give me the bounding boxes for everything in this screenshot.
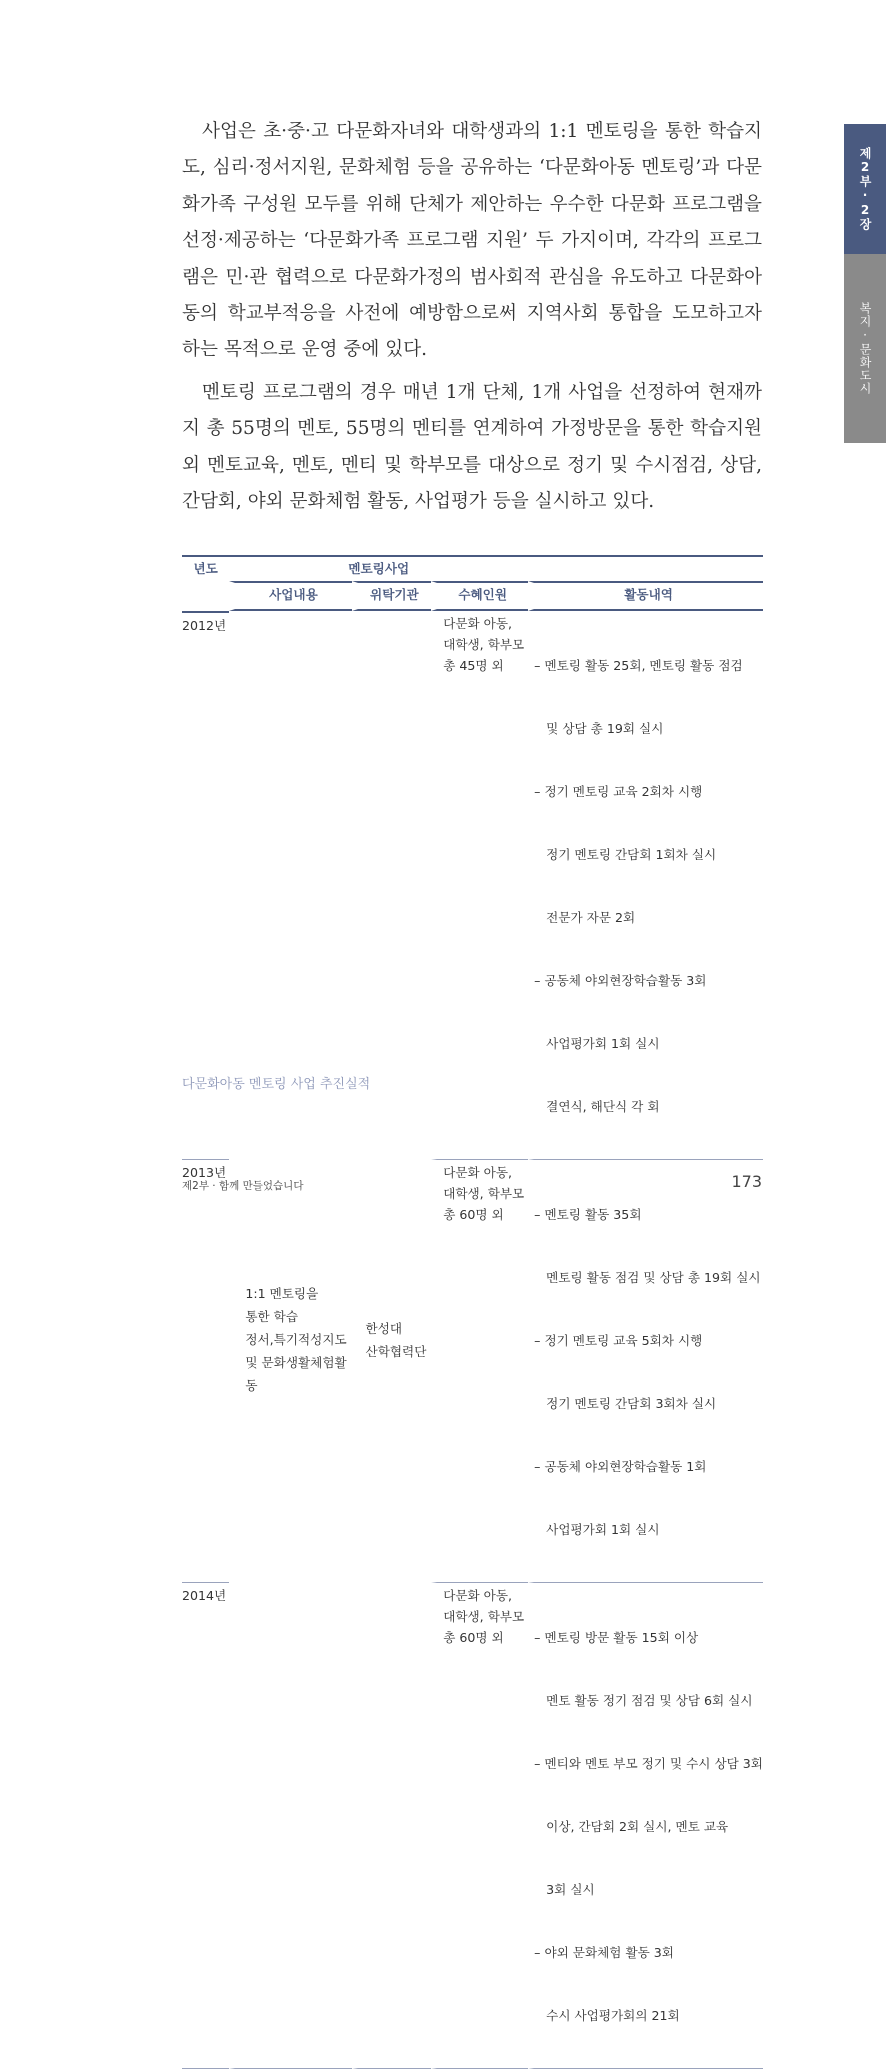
year-cell xyxy=(182,1160,229,1583)
side-tab-section xyxy=(844,254,886,443)
activity-line: – 공동체 야외현장학습활동 1회 xyxy=(534,1459,707,1474)
mentoring-table xyxy=(182,555,763,2069)
beneficiaries-line: 대학생, 학부모 xyxy=(443,637,525,652)
beneficiaries-line: 총 60명 외 xyxy=(443,1207,504,1222)
page-number: 173 xyxy=(731,1172,762,1191)
activity-line: 전문가 자문 2회 xyxy=(534,910,636,925)
agency-line: 한성대 xyxy=(365,1320,403,1336)
activity-line: – 멘토링 활동 25회, 멘토링 활동 점검 xyxy=(534,658,743,673)
activity-line: 사업평가회 1회 실시 xyxy=(534,1522,660,1537)
activity-line: 이상, 간담회 2회 실시, 멘토 교육 xyxy=(534,1819,729,1834)
activity-line: 정기 멘토링 간담회 3회차 실시 xyxy=(534,1396,717,1411)
activity-line: 3회 실시 xyxy=(534,1882,595,1897)
content-line: 통한 학습 xyxy=(245,1309,298,1324)
activity-line: 정기 멘토링 간담회 1회차 실시 xyxy=(534,847,717,862)
content-line: 1:1 멘토링을 xyxy=(245,1286,319,1301)
activity-line: – 멘티와 멘토 부모 정기 및 수시 상담 3회 xyxy=(534,1756,763,1771)
body-text xyxy=(182,114,762,520)
activity-line: – 야외 문화체험 활동 3회 xyxy=(534,1945,674,1960)
activity-line: 멘토 활동 정기 점검 및 상담 6회 실시 xyxy=(534,1693,753,1708)
beneficiaries-cell xyxy=(431,1160,528,1583)
activity-line: – 정기 멘토링 교육 5회차 시행 xyxy=(534,1333,703,1348)
year-label: 2014년 xyxy=(182,1588,227,1603)
year-label: 2012년 xyxy=(182,618,227,633)
beneficiaries-line: 대학생, 학부모 xyxy=(443,1609,525,1624)
header-beneficiaries: 수혜인원 xyxy=(431,581,528,611)
header-group: 멘토링사업 xyxy=(229,555,528,581)
beneficiaries-cell xyxy=(431,1583,528,2069)
side-tab-section-label: 복지·문화도시 xyxy=(858,302,872,395)
beneficiaries-line: 총 60명 외 xyxy=(443,1630,504,1645)
agency-cell xyxy=(352,611,432,2069)
activities-cell xyxy=(528,1583,763,2069)
activity-line: 멘토링 활동 점검 및 상담 총 19회 실시 xyxy=(534,1270,761,1285)
year-cell xyxy=(182,1583,229,2069)
beneficiaries-line: 다문화 아동, xyxy=(443,1588,513,1603)
header-agency: 위탁기관 xyxy=(352,581,432,611)
activity-line: – 공동체 야외현장학습활동 3회 xyxy=(534,973,707,988)
activity-line: 및 상담 총 19회 실시 xyxy=(534,721,664,736)
content-line: 및 문화생활체험활동 xyxy=(245,1355,347,1393)
activity-line: 사업평가회 1회 실시 xyxy=(534,1036,660,1051)
year-label: 2013년 xyxy=(182,1165,227,1180)
activity-line: – 멘토링 방문 활동 15회 이상 xyxy=(534,1630,699,1645)
activity-line: 수시 사업평가회의 21회 xyxy=(534,2008,680,2023)
activities-cell xyxy=(528,1160,763,1583)
beneficiaries-line: 대학생, 학부모 xyxy=(443,1186,525,1201)
activity-line: – 정기 멘토링 교육 2회차 시행 xyxy=(534,784,703,799)
content-line: 정서,특기적성지도 xyxy=(245,1332,347,1347)
side-tab-chapter xyxy=(844,124,886,254)
content-cell xyxy=(229,611,351,2069)
agency-line: 산학협력단 xyxy=(365,1343,427,1359)
beneficiaries-line: 총 45명 외 xyxy=(443,658,504,673)
beneficiaries-line: 다문화 아동, xyxy=(443,1165,513,1180)
beneficiaries-cell xyxy=(431,611,528,1160)
side-tab-chapter-label: 제2부·2장 xyxy=(858,147,872,231)
paragraph-1: 사업은 초·중·고 다문화자녀와 대학생과의 1:1 멘토링을 통한 학습지도, 심리·정서지원, 문화체험 등을 공유하는 ‘다문화아동 멘토링’과 다문화가족 구성원 모두를 위해 단체가 제안하는 우수한 다문화 프로그램을 선정·제공하는 ‘다문화가족 프로그램 지원’ 두 가지이며, 각각의 프로그램은 민·관 협력으로 다문화가정의 범사회적 관심을 유도하고 다문화아동의 학교부적응을 사전에 예방함으로써 지역사회 통합을 도모하고자 하는 목적으로 운영 중에 있다. xyxy=(182,121,762,361)
header-content: 사업내용 xyxy=(229,581,351,611)
beneficiaries-line: 다문화 아동, xyxy=(443,616,513,631)
header-group-spacer xyxy=(528,555,763,581)
table-caption: 다문화아동 멘토링 사업 추진실적 xyxy=(182,1077,371,1092)
paragraph-2: 멘토링 프로그램의 경우 매년 1개 단체, 1개 사업을 선정하여 현재까지 총 55명의 멘토, 55명의 멘티를 연계하여 가정방문을 통한 학습지원 외 멘토교육, 멘토, 멘티 및 학부모를 대상으로 정기 및 수시점검, 상담, 간담회, 야외 문화체험 활동, 사업평가 등을 실시하고 있다. xyxy=(182,381,762,513)
activities-cell xyxy=(528,611,763,1160)
footer-part-title: 제2부 · 함께 만들었습니다 xyxy=(182,1180,304,1192)
activity-line: – 멘토링 활동 35회 xyxy=(534,1207,642,1222)
activity-line: 결연식, 해단식 각 회 xyxy=(534,1099,660,1114)
header-activities: 활동내역 xyxy=(528,581,763,611)
header-year: 년도 xyxy=(182,555,229,611)
